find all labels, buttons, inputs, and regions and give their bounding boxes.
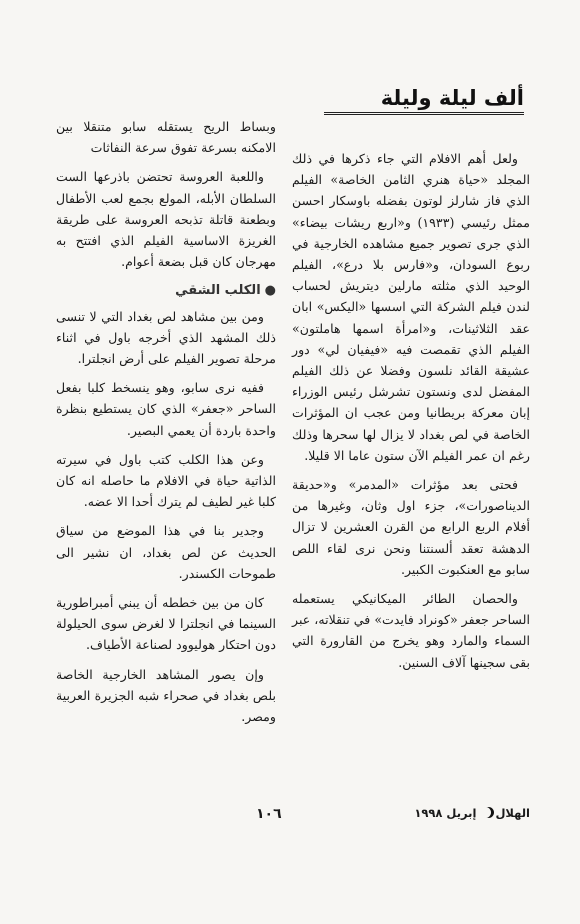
paragraph: وجدير بنا في هذا الموضع من سياق الحديث عن لص بغداد، ان نشير الى طموحات الكسندر. bbox=[56, 523, 276, 581]
paragraph: ومن بين مشاهد لص بغداد التي لا تنسى ذلك المشهد الذي أخرجه باول في اثناء مرحلة تصوير الفيلم على أرض انجلترا. bbox=[56, 308, 276, 367]
section-header bbox=[324, 86, 524, 115]
paragraph: واللعبة العروسة تحتضن باذرعها الست السلطان الأبله، المولع بجمع لعب الأطفال وبطعنة قاتلة تذبحه العروسة على طريقة الغريزة الاساسية الفيلم الذي افتتح به مهرجان كان قبل بضعة أعوام. bbox=[56, 169, 276, 270]
section-title: ألف ليلة وليلة bbox=[380, 86, 524, 110]
page-number: ١٠٦ bbox=[256, 806, 282, 822]
magazine-name: الهلال bbox=[495, 806, 530, 820]
crescent-icon bbox=[480, 807, 491, 818]
subheading-text: الكلب الشقي bbox=[175, 283, 261, 299]
paragraph: فحتى بعد مؤثرات «المدمر» و«حديقة الديناصورات»، جزء اول وثان، وغيرها من أفلام الربع الرابع من القرن العشرين لا تزال الدهشة تعقد ألسنتنا ونحن نرى لقاء اللص سابو مع العنكبوت الكبير. bbox=[292, 477, 530, 577]
magazine-credit bbox=[414, 806, 530, 820]
paragraph: وإن يصور المشاهد الخارجية الخاصة بلص بغداد في صحراء شبه الجزيرة العربية ومصر. bbox=[56, 666, 276, 725]
page-footer bbox=[56, 806, 530, 830]
paragraph: ولعل أهم الافلام التي جاء ذكرها في ذلك المجلد «حياة هنري الثامن الخاصة» الفيلم الذي فاز شارلز لوتون بفضله باوسكار احسن ممثل رئيسي (١٩٣٣) و«اربع ريشات بيضاء» الذي جرى تصوير جميع مشاهده الخارجية في ربوع السودان، و«فارس بلا درع»، الفيلم الوحيد الذي مثلته مارلين ديتريش لحساب لندن فيلم الشركة التي اسسها «اليكس» ابان عقد الثلاثينات، و«امرأة اسمها هاملتون» الفيلم الذي تقمصت فيه «فيفيان لي» دور عشيقة القائد نلسون وفضلا عن ذلك الفيلم المفضل لدى ونستون تشرشل رئيس الوزراء إبان معركة بريطانيا ومن عجب ان المؤثرات الخاصة في لص بغداد لا يزال لها سحرها وذلك رغم ان عمر الفيلم الآن ستون عاما الا قليلا. bbox=[292, 151, 531, 463]
bullet-icon: ● bbox=[264, 283, 276, 299]
paragraph: كان من بين خططه أن يبني أمبراطورية السينما في انجلترا لا لغرض سوى الحيلولة دون احتكار هوليوود لصناعة الأطياف. bbox=[56, 595, 276, 653]
article-column-right bbox=[292, 148, 530, 681]
issue-date: إبريل ١٩٩٨ bbox=[414, 806, 477, 820]
paragraph: ففيه نرى سابو، وهو ينسخط كلبا بفعل الساحر «جعفر» الذي كان يستطيع بنظرة واحدة باردة أن يعمي البصير. bbox=[56, 380, 276, 438]
paragraph: والحصان الطائر الميكانيكي يستعمله الساحر جعفر «كونراد فايدت» في تنقلاته، عبر السماء والمارد وهو يخرج من القارورة التي بقى سجينها آلاف السنين. bbox=[292, 591, 530, 670]
article-column-left bbox=[56, 116, 276, 735]
paragraph: وبساط الريح يستقله سابو متنقلا بين الامكنه بسرعة تفوق سرعة النفاثات bbox=[56, 119, 276, 156]
paragraph: وعن هذا الكلب كتب باول في سيرته الذاتية حياة في الافلام ما حاصله انه كان كلبا غير لطيف لم يترك أحدا الا عضه. bbox=[56, 451, 276, 510]
subheading bbox=[56, 280, 276, 301]
